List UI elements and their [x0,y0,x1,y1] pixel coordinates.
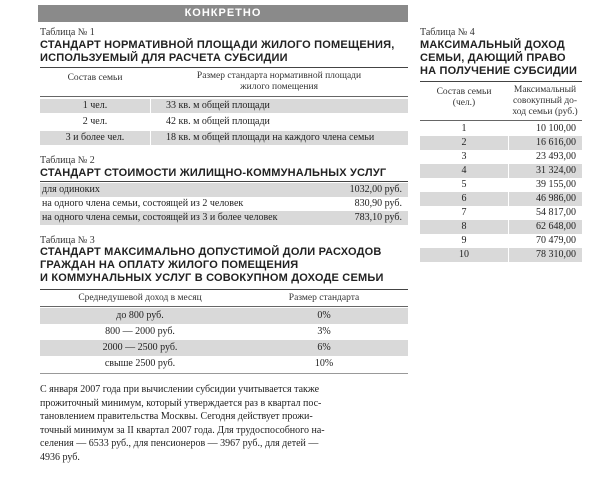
table3-title [40,246,384,285]
table3-bottom-rule [40,373,408,374]
family-members: 4 [461,165,467,176]
table-row [40,324,408,340]
table-row [40,131,408,145]
note-line: тановлением правительства Москвы. Сегодня действует прожи- [40,411,313,422]
subsidy-note [40,383,410,464]
table-row [40,211,408,225]
table1-col1-header: Состав семьи [67,73,123,83]
table3-caption: Таблица № 3 [40,235,95,246]
table1-col2-header [150,71,408,93]
table-row [420,178,582,192]
table4-header-rule [420,120,582,121]
income-range: 2000 — 2500 руб. [102,342,178,353]
table2-caption: Таблица № 2 [40,155,95,166]
cost-category: для одиноких [42,184,100,195]
table-row [40,356,408,372]
family-members: 9 [461,235,467,246]
table3-title-line: ГРАЖДАН НА ОПЛАТУ ЖИЛОГО ПОМЕЩЕНИЯ [40,259,299,271]
max-income: 10 100,00 [536,123,576,134]
table4-caption: Таблица № 4 [420,27,475,38]
table-row [420,164,582,178]
section-banner: КОНКРЕТНО [38,5,408,22]
table4-title-line: СЕМЬИ, ДАЮЩИЙ ПРАВО [420,52,566,64]
table2-title: СТАНДАРТ СТОИМОСТИ ЖИЛИЩНО-КОММУНАЛЬНЫХ УСЛУГ [40,167,387,179]
area-standard: 33 кв. м общей площади [166,100,270,111]
max-income: 78 310,00 [536,249,576,260]
table-row [40,197,408,211]
cost-value: 783,10 руб. [354,212,402,223]
family-members: 2 [461,137,467,148]
table3-col2-header: Размер стандарта [288,293,360,303]
income-range: до 800 руб. [116,310,164,321]
max-income: 16 616,00 [536,137,576,148]
table-row [420,220,582,234]
table4-top-rule [420,81,582,82]
table-row [40,99,408,113]
table-row [420,122,582,136]
table1-title-line: СТАНДАРТ НОРМАТИВНОЙ ПЛОЩАДИ ЖИЛОГО ПОМЕЩЕНИЯ, [40,39,395,51]
family-members: 7 [461,207,467,218]
table4-col1-header [420,87,508,109]
table3-header-rule [40,306,408,307]
table1-col2-header-line: жилого помещения [240,82,318,92]
table-row [420,150,582,164]
table3-title-line: И КОММУНАЛЬНЫХ УСЛУГ В СОВОКУПНОМ ДОХОДЕ СЕМЬИ [40,272,384,284]
table3-title-line: СТАНДАРТ МАКСИМАЛЬНО ДОПУСТИМОЙ ДОЛИ РАСХОДОВ [40,246,382,258]
table1-title [40,39,395,65]
table1-top-rule [40,67,408,68]
table4-col1-header-line: Состав семьи [436,87,492,97]
table-row [420,248,582,262]
family-members: 6 [461,193,467,204]
note-line: селения — 6533 руб., для пенсионеров — 3967 руб., для детей — [40,438,319,449]
cost-category: на одного члена семьи, состоящей из 3 и более человек [42,212,278,223]
share-value: 3% [317,326,331,337]
max-income: 23 493,00 [536,151,576,162]
cost-value: 830,90 руб. [354,198,402,209]
table1-caption: Таблица № 1 [40,27,95,38]
table3-col1-header: Среднедушевой доход в месяц [78,293,202,303]
share-value: 10% [314,358,334,369]
max-income: 54 817,00 [536,207,576,218]
max-income: 39 155,00 [536,179,576,190]
cost-value: 1032,00 руб. [349,184,402,195]
table-row [420,234,582,248]
table-row [40,340,408,356]
cost-category: на одного члена семьи, состоящей из 2 человек [42,198,244,209]
income-range: 800 — 2000 руб. [105,326,175,337]
column-divider [508,122,509,262]
note-line: С января 2007 года при вычислении субсидии учитывается также [40,384,320,395]
note-line: 4936 руб. [40,451,80,463]
family-members: 5 [461,179,467,190]
note-line: точный минимум за II квартал 2007 года. Для трудоспособного на- [40,424,325,436]
table4-col2-header [508,85,582,118]
table-row [40,308,408,324]
area-standard: 42 кв. м общей площади [166,116,270,127]
table4-title [420,39,577,78]
table4-col2-header-line: совокупный до- [512,96,578,106]
share-value: 0% [317,310,331,321]
table-row [420,192,582,206]
table1-header-rule [40,96,408,97]
share-value: 6% [317,342,331,353]
family-size: 2 чел. [82,116,108,127]
max-income: 31 324,00 [536,165,576,176]
family-size: 3 и более чел. [65,132,125,143]
table4-col2-header-line: Максимальный [513,85,577,95]
table-row [40,183,408,197]
max-income: 62 648,00 [536,221,576,232]
family-members: 8 [461,221,467,232]
table-row [420,136,582,150]
area-standard: 18 кв. м общей площади на каждого члена семьи [166,132,375,143]
table1-col2-header-line: Размер стандарта нормативной площади [196,71,362,81]
family-members: 3 [461,151,467,162]
table1-title-line: ИСПОЛЬЗУЕМЫЙ ДЛЯ РАСЧЕТА СУБСИДИИ [40,52,288,64]
income-range: свыше 2500 руб. [104,358,176,369]
family-size: 1 чел. [82,100,108,111]
table-row [40,115,408,129]
table4-col2-header-line: ход семьи (руб.) [512,107,578,117]
table4-title-line: МАКСИМАЛЬНЫЙ ДОХОД [420,39,565,51]
table-row [420,206,582,220]
table2-top-rule [40,181,408,182]
max-income: 70 479,00 [536,235,576,246]
family-members: 1 [461,123,467,134]
table4-title-line: НА ПОЛУЧЕНИЕ СУБСИДИИ [420,65,578,77]
note-line: прожиточный минимум, который утверждается раз в квартал пос- [40,397,322,409]
family-members: 10 [459,249,469,260]
max-income: 46 986,00 [536,193,576,204]
column-divider [150,99,151,145]
table3-top-rule [40,289,408,290]
table4-col1-header-line: (чел.) [452,98,476,108]
